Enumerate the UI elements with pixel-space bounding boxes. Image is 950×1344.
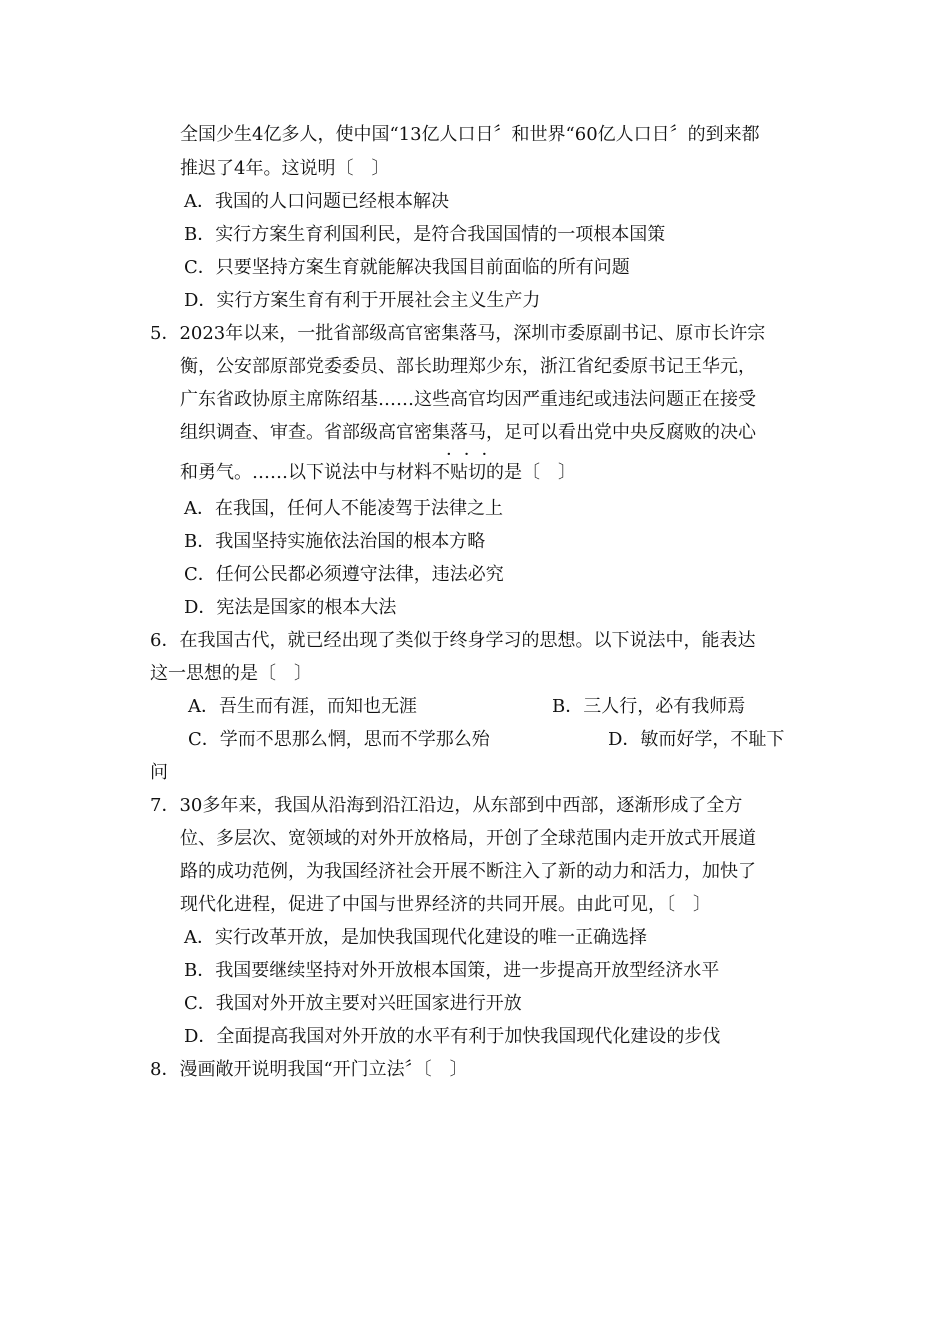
q7-option-a: A．实行改革开放，是加快我国现代化建设的唯一正确选择 — [184, 927, 647, 948]
emphasis-dots: ··· — [446, 444, 500, 465]
q6-option-d: D．敏而好学，不耻下 — [608, 729, 785, 750]
q4-option-a: A．我国的人口问题已经根本解决 — [184, 191, 449, 212]
q4-stem-line-1: 全国少生4亿多人，使中国“13亿人口日〞和世界“60亿人口日〞的到来都 — [180, 124, 760, 145]
q4-stem-line-2: 推迟了4年。这说明〔 〕 — [180, 158, 390, 179]
q6-option-b: B．三人行，必有我师焉 — [552, 696, 746, 717]
q4-option-c: C．只要坚持方案生育就能解决我国目前面临的所有问题 — [184, 257, 630, 278]
q7-stem-line-3: 路的成功范例，为我国经济社会开展不断注入了新的动力和活力，加快了 — [180, 861, 756, 882]
q6-stem-line-2: 这一思想的是〔 〕 — [150, 663, 312, 684]
q7-option-b: B．我国要继续坚持对外开放根本国策，进一步提高开放型经济水平 — [184, 960, 720, 981]
q5-option-d: D．宪法是国家的根本大法 — [184, 597, 397, 618]
q6-stem-line-1: 6．在我国古代，就已经出现了类似于终身学习的思想。以下说法中，能表达 — [150, 630, 756, 651]
q5-option-c: C．任何公民都必须遵守法律，违法必究 — [184, 564, 504, 585]
q7-stem-line-4: 现代化进程，促进了中国与世界经济的共同开展。由此可见，〔 〕 — [180, 894, 711, 915]
q8-stem-line-1: 8．漫画敞开说明我国“开门立法〞〔 〕 — [150, 1059, 468, 1080]
q5-option-b: B．我国坚持实施依法治国的根本方略 — [184, 531, 486, 552]
q7-stem-line-1: 7．30多年来，我国从沿海到沿江沿边，从东部到中西部，逐渐形成了全方 — [150, 795, 743, 816]
q6-option-c: C．学而不思那么惘，思而不学那么殆 — [188, 729, 490, 750]
q5-stem-line-5: 和勇气。……以下说法中与材料不贴切的是〔 〕 — [180, 462, 576, 483]
q5-stem-line-4: 组织调查、审查。省部级高官密集落马，足可以看出党中央反腐败的决心 — [180, 422, 756, 443]
q6-option-a: A．吾生而有涯，而知也无涯 — [188, 696, 417, 717]
q5-option-a: A．在我国，任何人不能凌驾于法律之上 — [184, 498, 503, 519]
q4-option-d: D．实行方案生育有利于开展社会主义生产力 — [184, 290, 541, 311]
q5-stem-line-2: 衡，公安部原部党委委员、部长助理郑少东，浙江省纪委原书记王华元， — [180, 356, 756, 377]
q7-stem-line-2: 位、多层次、宽领域的对外开放格局，开创了全球范围内走开放式开展道 — [180, 828, 756, 849]
q4-option-b: B．实行方案生育利国利民，是符合我国国情的一项根本国策 — [184, 224, 666, 245]
q6-option-d-continued: 问 — [150, 762, 168, 783]
q7-option-c: C．我国对外开放主要对兴旺国家进行开放 — [184, 993, 522, 1014]
q7-option-d: D．全面提高我国对外开放的水平有利于加快我国现代化建设的步伐 — [184, 1026, 721, 1047]
q5-stem-line-1: 5．2023年以来，一批省部级高官密集落马，深圳市委原副书记、原市长许宗 — [150, 323, 766, 344]
q5-stem-line-3: 广东省政协原主席陈绍基……这些高官均因严重违纪或违法问题正在接受 — [180, 389, 756, 410]
